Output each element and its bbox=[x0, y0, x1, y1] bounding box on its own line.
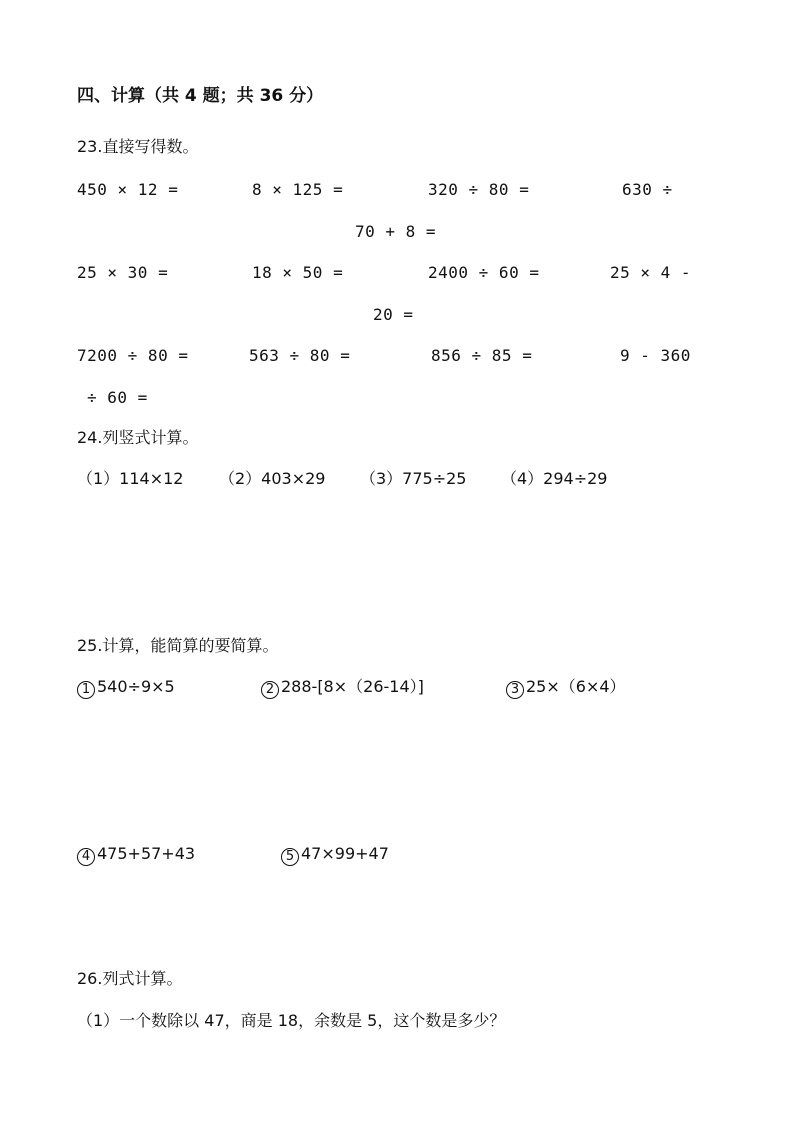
q23-problem: 18 × 50 = bbox=[252, 263, 344, 282]
q23-problem: 9 - 360 bbox=[620, 346, 691, 365]
q24-item: （2）403×29 bbox=[219, 469, 326, 488]
q25-expression: 475+57+43 bbox=[97, 844, 196, 863]
q24-item: （3）775÷25 bbox=[360, 469, 467, 488]
q23-problem: 2400 ÷ 60 = bbox=[428, 263, 540, 282]
q25-expression: 47×99+47 bbox=[301, 844, 389, 863]
q25-title: 25.计算，能简算的要简算。 bbox=[77, 636, 279, 655]
circled-number: 3 bbox=[506, 681, 524, 699]
q23-problem-continuation: 20 = bbox=[373, 305, 414, 324]
q25-item bbox=[281, 844, 389, 866]
circled-number: 4 bbox=[77, 848, 95, 866]
q25-expression: 25×（6×4） bbox=[526, 677, 626, 696]
q24-item: （1）114×12 bbox=[77, 469, 184, 488]
q25-item bbox=[77, 677, 175, 699]
q23-problem: 25 × 30 = bbox=[77, 263, 169, 282]
q23-problem: 630 ÷ bbox=[622, 180, 673, 199]
q23-problem-continuation: ÷ 60 = bbox=[87, 388, 148, 407]
q26-title: 26.列式计算。 bbox=[77, 969, 183, 988]
q26-item: （1）一个数除以 47，商是 18，余数是 5，这个数是多少？ bbox=[77, 1011, 506, 1030]
q24-item: （4）294÷29 bbox=[501, 469, 608, 488]
q23-problem: 450 × 12 = bbox=[77, 180, 179, 199]
circled-number: 2 bbox=[261, 681, 279, 699]
q25-item bbox=[77, 844, 195, 866]
circled-number: 5 bbox=[281, 848, 299, 866]
q23-problem: 320 ÷ 80 = bbox=[428, 180, 530, 199]
q23-title: 23.直接写得数。 bbox=[77, 137, 199, 156]
q23-problem: 856 ÷ 85 = bbox=[431, 346, 533, 365]
q25-item bbox=[506, 677, 626, 699]
q25-item bbox=[261, 677, 424, 699]
q23-problem: 25 × 4 - bbox=[610, 263, 692, 282]
section-heading: 四、计算（共 4 题；共 36 分） bbox=[77, 86, 324, 106]
q23-problem: 8 × 125 = bbox=[252, 180, 344, 199]
circled-number: 1 bbox=[77, 681, 95, 699]
q23-problem: 7200 ÷ 80 = bbox=[77, 346, 189, 365]
q24-title: 24.列竖式计算。 bbox=[77, 428, 199, 447]
q25-expression: 288-[8×（26-14）] bbox=[281, 677, 424, 696]
q23-problem-continuation: 70 + 8 = bbox=[355, 222, 437, 241]
q23-problem: 563 ÷ 80 = bbox=[249, 346, 351, 365]
q25-expression: 540÷9×5 bbox=[97, 677, 175, 696]
